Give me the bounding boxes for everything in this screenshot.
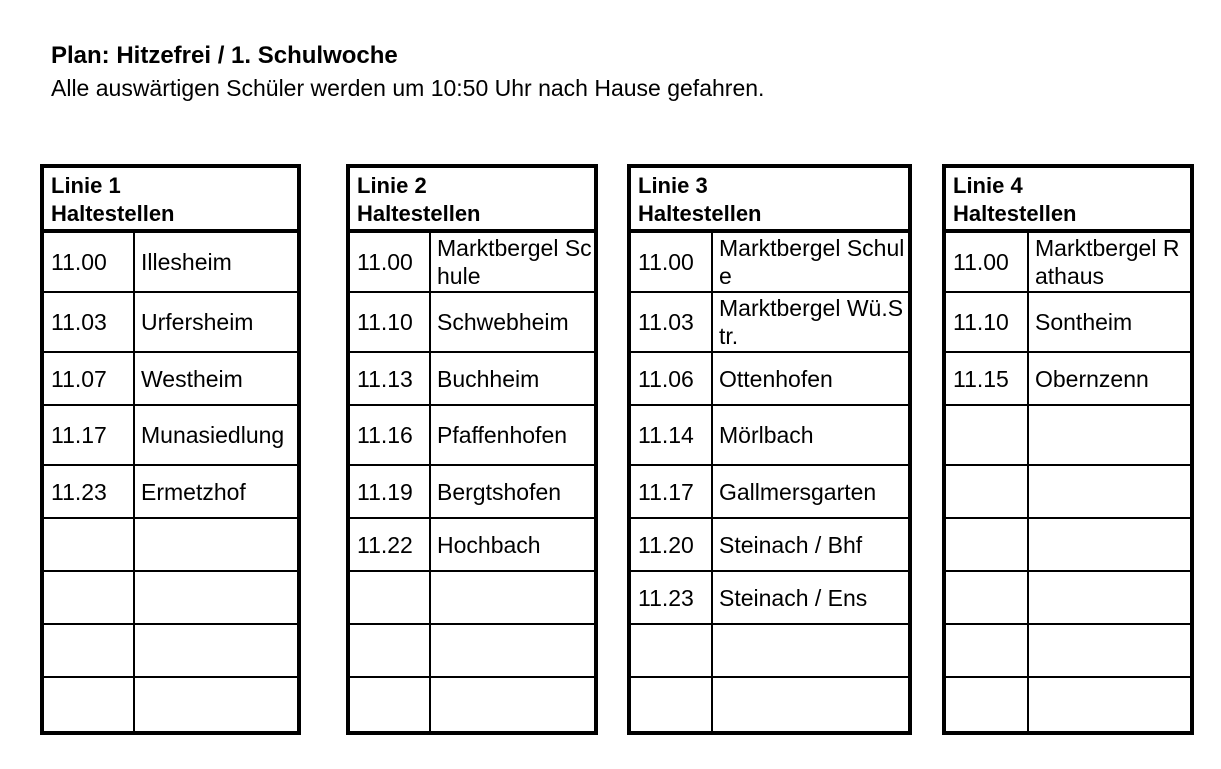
line-header-row — [42, 166, 299, 231]
line-3-table — [627, 164, 912, 735]
stop-name — [430, 624, 596, 677]
stop-name — [1028, 571, 1192, 624]
stop-time — [42, 677, 134, 733]
stop-name — [712, 677, 910, 733]
stop-row — [944, 571, 1192, 624]
stop-time — [944, 624, 1028, 677]
stop-name — [430, 677, 596, 733]
stop-name: Steinach / Bhf — [712, 518, 910, 571]
stop-time: 11.03 — [629, 292, 712, 352]
line-name: Linie 4 — [953, 173, 1023, 198]
stop-time: 11.00 — [944, 231, 1028, 292]
stop-row — [629, 465, 910, 518]
stop-row — [348, 352, 596, 405]
stop-name: Illesheim — [134, 231, 299, 292]
stop-name: Bergtshofen — [430, 465, 596, 518]
stop-time: 11.16 — [348, 405, 430, 465]
stop-time: 11.07 — [42, 352, 134, 405]
stop-row — [348, 624, 596, 677]
stops-label: Haltestellen — [638, 201, 762, 226]
stop-name — [134, 624, 299, 677]
stop-row — [944, 405, 1192, 465]
stop-row — [42, 405, 299, 465]
stop-time — [348, 624, 430, 677]
stop-row — [944, 518, 1192, 571]
stop-row — [944, 352, 1192, 405]
stop-time — [944, 518, 1028, 571]
stop-name: Obernzenn — [1028, 352, 1192, 405]
stop-name — [1028, 677, 1192, 733]
stop-name: Buchheim — [430, 352, 596, 405]
stop-time — [944, 405, 1028, 465]
stop-name: Marktbergel Schule — [712, 231, 910, 292]
stop-row — [348, 465, 596, 518]
stop-name: Gallmersgarten — [712, 465, 910, 518]
stop-time — [42, 518, 134, 571]
line-header-cell — [629, 166, 910, 231]
stop-time — [348, 677, 430, 733]
page-subtitle: Alle auswärtigen Schüler werden um 10:50 Uhr nach Hause gefahren. — [51, 75, 765, 101]
stop-row — [629, 624, 910, 677]
stop-time: 11.00 — [629, 231, 712, 292]
stop-row — [348, 571, 596, 624]
stop-row — [42, 352, 299, 405]
stop-row — [42, 518, 299, 571]
stop-name: Mörlbach — [712, 405, 910, 465]
stop-name — [134, 571, 299, 624]
stop-name — [430, 571, 596, 624]
stop-row — [944, 677, 1192, 733]
stop-time: 11.13 — [348, 352, 430, 405]
stop-name — [712, 624, 910, 677]
stop-time: 11.10 — [348, 292, 430, 352]
stop-row — [629, 677, 910, 733]
stop-row — [348, 292, 596, 352]
stop-name — [134, 518, 299, 571]
stops-label: Haltestellen — [357, 201, 481, 226]
stop-name: Marktbergel Wü.Str. — [712, 292, 910, 352]
stop-name: Marktbergel Rathaus — [1028, 231, 1192, 292]
stop-time: 11.23 — [629, 571, 712, 624]
stop-time: 11.17 — [629, 465, 712, 518]
stop-time — [944, 571, 1028, 624]
stop-name — [1028, 624, 1192, 677]
page-title: Plan: Hitzefrei / 1. Schulwoche — [51, 42, 398, 69]
stop-name: Marktbergel Schule — [430, 231, 596, 292]
stop-row — [42, 571, 299, 624]
line-name: Linie 2 — [357, 173, 427, 198]
stop-time — [629, 624, 712, 677]
stop-time: 11.23 — [42, 465, 134, 518]
line-name: Linie 1 — [51, 173, 121, 198]
line-header-row — [348, 166, 596, 231]
stop-name: Westheim — [134, 352, 299, 405]
stop-time — [944, 677, 1028, 733]
stop-row — [629, 352, 910, 405]
stop-time: 11.15 — [944, 352, 1028, 405]
line-header-cell — [944, 166, 1192, 231]
stop-time: 11.06 — [629, 352, 712, 405]
stop-row — [42, 292, 299, 352]
stop-time — [42, 624, 134, 677]
stops-label: Haltestellen — [51, 201, 175, 226]
stop-name: Steinach / Ens — [712, 571, 910, 624]
stop-name — [1028, 518, 1192, 571]
stop-time — [629, 677, 712, 733]
line-2-table — [346, 164, 598, 735]
stop-row — [944, 465, 1192, 518]
stop-row — [348, 518, 596, 571]
stop-time — [42, 571, 134, 624]
line-4-table — [942, 164, 1194, 735]
stop-name — [1028, 465, 1192, 518]
stop-name: Ottenhofen — [712, 352, 910, 405]
stop-time: 11.10 — [944, 292, 1028, 352]
stop-name — [1028, 405, 1192, 465]
stop-time — [348, 571, 430, 624]
line-name: Linie 3 — [638, 173, 708, 198]
stop-row — [629, 518, 910, 571]
stop-row — [944, 624, 1192, 677]
stop-row — [42, 231, 299, 292]
stop-name: Munasiedlung — [134, 405, 299, 465]
stop-row — [42, 624, 299, 677]
stop-name: Pfaffenhofen — [430, 405, 596, 465]
stop-row — [42, 465, 299, 518]
stop-row — [348, 405, 596, 465]
stop-row — [629, 405, 910, 465]
stop-name: Ermetzhof — [134, 465, 299, 518]
stop-row — [944, 231, 1192, 292]
stop-time: 11.19 — [348, 465, 430, 518]
stop-name — [134, 677, 299, 733]
stop-row — [629, 231, 910, 292]
stop-time: 11.20 — [629, 518, 712, 571]
stop-row — [629, 571, 910, 624]
stop-name: Hochbach — [430, 518, 596, 571]
stop-time: 11.17 — [42, 405, 134, 465]
stop-name: Sontheim — [1028, 292, 1192, 352]
stop-row — [348, 677, 596, 733]
stop-time: 11.00 — [42, 231, 134, 292]
stop-time: 11.22 — [348, 518, 430, 571]
stop-name: Urfersheim — [134, 292, 299, 352]
stop-name: Schwebheim — [430, 292, 596, 352]
line-header-cell — [42, 166, 299, 231]
line-header-row — [629, 166, 910, 231]
stop-row — [348, 231, 596, 292]
stop-time — [944, 465, 1028, 518]
line-header-row — [944, 166, 1192, 231]
stop-time: 11.03 — [42, 292, 134, 352]
stop-row — [629, 292, 910, 352]
stops-label: Haltestellen — [953, 201, 1077, 226]
stop-time: 11.14 — [629, 405, 712, 465]
stop-row — [42, 677, 299, 733]
stop-row — [944, 292, 1192, 352]
line-header-cell — [348, 166, 596, 231]
line-1-table — [40, 164, 301, 735]
stop-time: 11.00 — [348, 231, 430, 292]
